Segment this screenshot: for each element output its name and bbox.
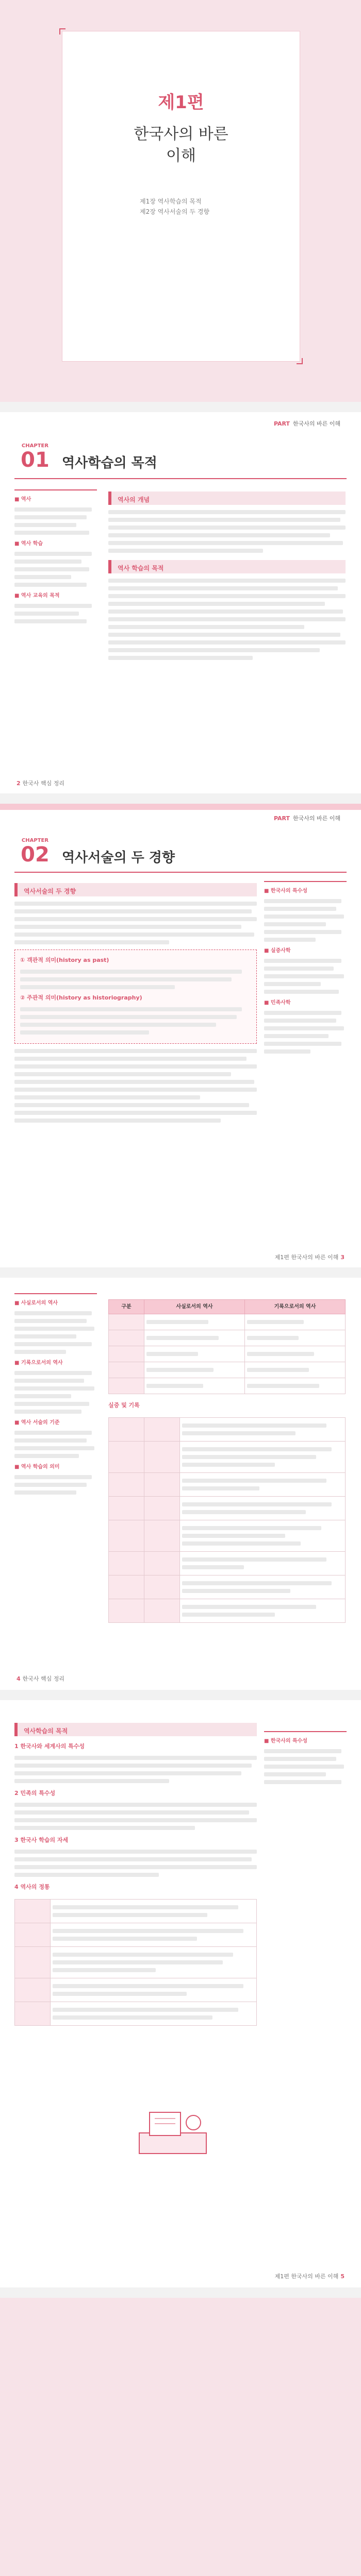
table-page-main <box>108 1293 346 1629</box>
table-row <box>109 1330 346 1346</box>
page-footer: 4 한국사 핵심 정리 <box>17 1675 65 1682</box>
chapter1-sidebar <box>14 489 97 758</box>
side-heading: ■ 기록으로서의 역사 <box>14 1360 63 1366</box>
page-footer: 제1편 한국사의 바른 이해 3 <box>274 1254 344 1261</box>
part1-cover <box>0 0 361 402</box>
part1-frame <box>62 31 300 362</box>
subheading: 3 한국사 학습의 자세 <box>14 1836 69 1843</box>
table2-caption: 실증 및 기록 <box>108 1402 140 1409</box>
table-row <box>109 1346 346 1362</box>
chapter2-continued-page <box>0 1700 361 2287</box>
table-row <box>15 1946 257 1978</box>
table-header: 기록으로서의 역사 <box>245 1300 346 1314</box>
side-heading: ■ 역사 <box>14 497 31 502</box>
chapter2-page <box>0 804 361 1267</box>
chapter-badge-number: 01 <box>21 448 50 472</box>
side-heading: ■ 역사 서술의 기준 <box>14 1420 60 1426</box>
table-header: 사실로서의 역사 <box>144 1300 245 1314</box>
chapter-rule <box>14 478 347 479</box>
note-heading: ■ 한국사의 특수성 <box>264 1738 308 1744</box>
chapter1-main <box>108 484 346 664</box>
chapter-badge-label: CHAPTER <box>21 443 49 449</box>
illustration-books <box>134 2102 211 2159</box>
part1-chapter: 제2장 역사서술의 두 경향 <box>140 208 209 216</box>
frame-corner <box>297 358 303 364</box>
note-heading: ■ 민족사학 <box>264 1000 291 1006</box>
table-row <box>15 2002 257 2025</box>
chapter-badge-number: 02 <box>21 843 50 867</box>
part1-title-line1: 한국사의 바른 <box>134 125 228 143</box>
table-row <box>109 1551 346 1575</box>
table-row <box>109 1496 346 1520</box>
table-row <box>15 1923 257 1946</box>
section-bar: 역사학습의 목적 <box>14 1723 257 1736</box>
definition-box <box>14 950 257 1044</box>
table-row <box>109 1441 346 1472</box>
chapter1-page <box>0 412 361 793</box>
table-row <box>109 1599 346 1622</box>
chapter2-margin-notes <box>264 881 347 1243</box>
table-row <box>109 1362 346 1378</box>
table-row <box>109 1417 346 1441</box>
part2-cover <box>0 2298 361 2576</box>
subheading: 1 한국사와 세계사의 특수성 <box>14 1743 85 1750</box>
continued-main <box>14 1716 257 2032</box>
side-heading: ■ 역사 교육의 목적 <box>14 593 60 599</box>
table-row <box>109 1314 346 1330</box>
side-heading: ■ 역사 학습 <box>14 541 43 547</box>
part1-number: 제1편 <box>158 92 204 113</box>
box-title: ① 객관적 의미(history as past) <box>20 957 109 963</box>
part1-title-line2: 이해 <box>166 147 196 165</box>
chapter-title: 역사학습의 목적 <box>62 455 157 471</box>
section-bar: 역사의 개념 <box>108 492 346 505</box>
top-accent-bar <box>0 804 361 810</box>
table-row <box>109 1378 346 1394</box>
chapter-badge <box>14 440 56 481</box>
chapter2-main <box>14 876 257 1126</box>
table-row <box>15 1978 257 2002</box>
table-row <box>15 1899 257 1923</box>
subheading: 4 역사의 정통 <box>14 1883 50 1890</box>
table-row <box>109 1575 346 1599</box>
detail-table <box>108 1417 346 1623</box>
chapter2-table-page <box>0 1278 361 1690</box>
part1-chapter: 제1장 역사학습의 목적 <box>140 198 202 205</box>
subheading: 2 민족의 특수성 <box>14 1789 56 1797</box>
table-header: 구분 <box>109 1300 144 1314</box>
comparison-table <box>108 1299 346 1394</box>
side-heading: ■ 사실로서의 역사 <box>14 1300 58 1306</box>
chapter-title: 역사서술의 두 경향 <box>62 850 175 866</box>
continued-margin-notes <box>264 1731 347 1918</box>
section-bar: 역사서술의 두 경향 <box>14 883 257 896</box>
note-heading: ■ 한국사의 특수성 <box>264 888 308 894</box>
table-row <box>109 1472 346 1496</box>
running-head: PART 한국사의 바른 이해 <box>273 815 340 822</box>
note-heading: ■ 실증사학 <box>264 948 291 954</box>
chapter-badge <box>14 835 56 876</box>
chapter-rule <box>14 872 347 873</box>
section-bar: 역사 학습의 목적 <box>108 560 346 573</box>
side-heading: ■ 역사 학습의 의미 <box>14 1464 60 1470</box>
box-title: ② 주관적 의미(history as historiography) <box>20 994 142 1001</box>
history-table <box>14 1899 257 2026</box>
page-footer: 제1편 한국사의 바른 이해 5 <box>274 2273 344 2280</box>
running-head: PART 한국사의 바른 이해 <box>273 420 340 427</box>
part1-chapter-list <box>140 196 209 217</box>
table-page-sidebar <box>14 1293 97 1655</box>
table-row <box>109 1520 346 1551</box>
page-footer: 2 한국사 핵심 정리 <box>17 780 65 787</box>
chapter-badge-label: CHAPTER <box>21 838 49 843</box>
frame-corner <box>59 28 65 35</box>
